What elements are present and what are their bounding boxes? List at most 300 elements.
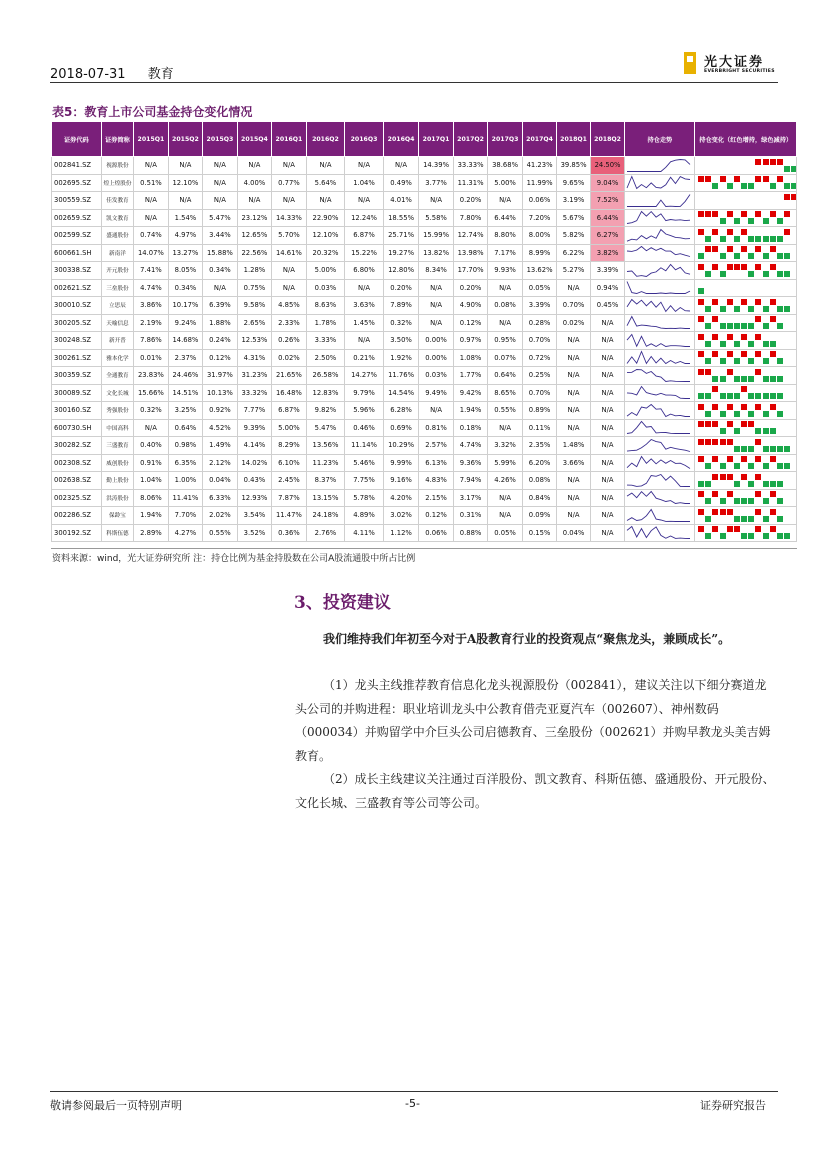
increase-marker: [727, 509, 733, 515]
decrease-marker: [763, 516, 769, 522]
trend-sparkline: [625, 298, 692, 313]
increase-marker: [791, 194, 796, 200]
empty-marker: [770, 386, 776, 392]
holding-change-cell: [695, 454, 797, 472]
holding-value-cell: 0.01%: [134, 349, 169, 367]
trend-sparkline-cell: [625, 349, 695, 367]
holding-value-cell: N/A: [419, 279, 454, 297]
decrease-marker: [763, 498, 769, 504]
holding-value-cell: 3.44%: [203, 227, 238, 245]
empty-marker: [755, 253, 761, 259]
decrease-marker: [734, 446, 740, 452]
holding-value-cell: 0.12%: [453, 314, 488, 332]
increase-marker: [770, 456, 776, 462]
increase-marker: [698, 334, 704, 340]
holding-change-cell: [695, 472, 797, 490]
empty-marker: [741, 166, 747, 172]
decrease-row: [697, 393, 796, 399]
empty-marker: [748, 474, 754, 480]
decrease-marker: [763, 253, 769, 259]
decrease-marker: [720, 236, 726, 242]
empty-marker: [748, 299, 754, 305]
holding-value-cell: 5.70%: [272, 227, 307, 245]
decrease-marker: [712, 183, 718, 189]
holding-value-cell: 8.99%: [522, 244, 557, 262]
empty-marker: [720, 456, 726, 462]
empty-marker: [748, 404, 754, 410]
change-indicator-strip: [695, 350, 796, 365]
table-row: [52, 472, 797, 490]
holding-value-cell: 14.02%: [237, 454, 272, 472]
holding-value-cell: 6.13%: [419, 454, 454, 472]
holding-value-cell: 10.17%: [168, 297, 203, 315]
decrease-marker: [720, 393, 726, 399]
decrease-marker: [720, 411, 726, 417]
section-title: 3、投资建议: [294, 593, 391, 613]
empty-marker: [727, 316, 733, 322]
decrease-marker: [763, 428, 769, 434]
holding-value-cell: 0.46%: [345, 419, 384, 437]
empty-marker: [770, 498, 776, 504]
increase-marker: [727, 229, 733, 235]
empty-marker: [755, 376, 761, 382]
empty-marker: [777, 194, 783, 200]
holding-value-cell: 0.32%: [134, 402, 169, 420]
holding-value-cell: 14.39%: [419, 157, 454, 175]
holding-value-cell: 1.45%: [345, 314, 384, 332]
holding-value-cell: 0.74%: [134, 227, 169, 245]
decrease-marker: [777, 533, 783, 539]
increase-marker: [741, 421, 747, 427]
empty-marker: [698, 386, 704, 392]
empty-marker: [777, 211, 783, 217]
empty-marker: [741, 159, 747, 165]
empty-marker: [720, 201, 726, 207]
change-indicator-strip: [695, 438, 796, 453]
decrease-marker: [720, 341, 726, 347]
empty-marker: [791, 533, 796, 539]
decrease-marker: [741, 516, 747, 522]
holding-value-cell: 12.10%: [306, 227, 345, 245]
increase-marker: [720, 439, 726, 445]
empty-marker: [763, 334, 769, 340]
decrease-marker: [734, 481, 740, 487]
decrease-marker: [734, 393, 740, 399]
empty-marker: [741, 526, 747, 532]
empty-marker: [791, 491, 796, 497]
security-code-cell: 300338.SZ: [52, 262, 102, 280]
empty-marker: [734, 439, 740, 445]
increase-row: [697, 439, 796, 445]
holding-value-cell: 12.24%: [345, 209, 384, 227]
empty-marker: [727, 386, 733, 392]
holding-value-cell: 0.20%: [453, 192, 488, 210]
increase-marker: [712, 491, 718, 497]
increase-marker: [755, 316, 761, 322]
holding-value-cell: N/A: [134, 209, 169, 227]
table-row: [52, 174, 797, 192]
empty-marker: [727, 253, 733, 259]
trend-sparkline-cell: [625, 507, 695, 525]
increase-marker: [712, 351, 718, 357]
holding-value-cell: N/A: [237, 157, 272, 175]
holding-value-cell: 0.77%: [272, 174, 307, 192]
decrease-marker: [741, 323, 747, 329]
empty-marker: [755, 498, 761, 504]
increase-row: [697, 211, 796, 217]
empty-marker: [705, 428, 711, 434]
empty-marker: [763, 194, 769, 200]
decrease-marker: [741, 183, 747, 189]
holding-value-cell: 8.65%: [488, 384, 523, 402]
empty-marker: [712, 481, 718, 487]
empty-marker: [777, 341, 783, 347]
empty-marker: [791, 229, 796, 235]
empty-marker: [712, 194, 718, 200]
security-code-cell: 300282.SZ: [52, 437, 102, 455]
change-indicator-strip: [695, 368, 796, 383]
empty-marker: [698, 218, 704, 224]
trend-sparkline: [625, 403, 692, 418]
holding-value-cell: 0.72%: [522, 349, 557, 367]
decrease-marker: [777, 376, 783, 382]
empty-marker: [727, 281, 733, 287]
holding-value-cell: 6.27%: [590, 227, 625, 245]
decrease-marker: [734, 341, 740, 347]
change-indicator-strip: [695, 158, 796, 173]
decrease-marker: [770, 428, 776, 434]
increase-marker: [712, 229, 718, 235]
holding-value-cell: 25.71%: [383, 227, 419, 245]
holding-value-cell: 3.39%: [590, 262, 625, 280]
empty-marker: [784, 246, 790, 252]
holding-value-cell: 2.65%: [237, 314, 272, 332]
holding-value-cell: 12.83%: [306, 384, 345, 402]
empty-marker: [705, 253, 711, 259]
increase-marker: [755, 369, 761, 375]
decrease-marker: [777, 411, 783, 417]
increase-row: [697, 526, 796, 532]
holding-value-cell: 0.84%: [522, 489, 557, 507]
holding-value-cell: 0.81%: [419, 419, 454, 437]
increase-marker: [741, 246, 747, 252]
increase-row: [697, 474, 796, 480]
empty-marker: [784, 176, 790, 182]
decrease-marker: [763, 323, 769, 329]
holding-value-cell: 1.94%: [134, 507, 169, 525]
holding-value-cell: 0.70%: [522, 332, 557, 350]
empty-marker: [777, 166, 783, 172]
decrease-marker: [734, 411, 740, 417]
holding-value-cell: 21.65%: [272, 367, 307, 385]
table-row: [52, 384, 797, 402]
decrease-marker: [705, 498, 711, 504]
empty-marker: [705, 386, 711, 392]
empty-marker: [748, 369, 754, 375]
increase-row: [697, 491, 796, 497]
column-header: 2016Q1: [272, 122, 307, 157]
holding-value-cell: 6.39%: [203, 297, 238, 315]
decrease-marker: [727, 183, 733, 189]
empty-marker: [712, 411, 718, 417]
increase-row: [697, 404, 796, 410]
change-indicator-strip: [695, 298, 796, 313]
increase-marker: [755, 351, 761, 357]
column-header: 2015Q2: [168, 122, 203, 157]
holding-value-cell: 12.93%: [237, 489, 272, 507]
holding-value-cell: 14.54%: [383, 384, 419, 402]
decrease-row: [697, 218, 796, 224]
holding-value-cell: N/A: [203, 192, 238, 210]
empty-marker: [763, 386, 769, 392]
increase-marker: [705, 369, 711, 375]
decrease-marker: [777, 498, 783, 504]
empty-marker: [784, 299, 790, 305]
empty-marker: [698, 306, 704, 312]
holding-value-cell: N/A: [134, 192, 169, 210]
holding-value-cell: 13.62%: [522, 262, 557, 280]
holding-value-cell: 11.14%: [345, 437, 384, 455]
decrease-marker: [755, 236, 761, 242]
decrease-marker: [720, 498, 726, 504]
security-code-cell: 002308.SZ: [52, 454, 102, 472]
empty-marker: [791, 253, 796, 259]
holding-value-cell: 4.26%: [488, 472, 523, 490]
empty-marker: [698, 376, 704, 382]
empty-marker: [784, 386, 790, 392]
holding-value-cell: N/A: [272, 262, 307, 280]
security-code-cell: 002638.SZ: [52, 472, 102, 490]
empty-marker: [755, 323, 761, 329]
logo-text-en: EVERBRIGHT SECURITIES: [704, 69, 775, 74]
security-code-cell: 002286.SZ: [52, 507, 102, 525]
holding-value-cell: 0.06%: [522, 192, 557, 210]
holding-value-cell: 0.31%: [453, 507, 488, 525]
decrease-row: [697, 463, 796, 469]
increase-marker: [727, 439, 733, 445]
empty-marker: [791, 474, 796, 480]
increase-marker: [705, 439, 711, 445]
empty-marker: [698, 446, 704, 452]
empty-marker: [705, 474, 711, 480]
empty-marker: [791, 351, 796, 357]
trend-sparkline: [625, 280, 692, 295]
logo-icon: [684, 52, 696, 74]
decrease-marker: [791, 183, 796, 189]
holding-value-cell: 14.51%: [168, 384, 203, 402]
empty-marker: [770, 533, 776, 539]
holding-value-cell: 5.47%: [306, 419, 345, 437]
change-indicator-strip: [695, 315, 796, 330]
holding-value-cell: N/A: [557, 489, 590, 507]
security-name-cell: 新南洋: [101, 244, 133, 262]
holding-value-cell: N/A: [345, 157, 384, 175]
holding-value-cell: 7.94%: [453, 472, 488, 490]
trend-sparkline-cell: [625, 174, 695, 192]
empty-marker: [734, 533, 740, 539]
decrease-row: [697, 253, 796, 259]
table-source-note: 资料来源：wind，光大证券研究所 注：持仓比例为基金持股数在公司A股流通股中所占比例: [52, 554, 416, 564]
empty-marker: [748, 229, 754, 235]
empty-marker: [791, 323, 796, 329]
decrease-row: [697, 498, 796, 504]
increase-marker: [727, 299, 733, 305]
empty-marker: [748, 509, 754, 515]
increase-marker: [770, 491, 776, 497]
decrease-marker: [770, 341, 776, 347]
empty-marker: [698, 411, 704, 417]
empty-marker: [720, 421, 726, 427]
empty-marker: [705, 299, 711, 305]
empty-marker: [755, 516, 761, 522]
increase-marker: [727, 491, 733, 497]
security-name-cell: 中国高科: [101, 419, 133, 437]
holding-value-cell: 1.28%: [237, 262, 272, 280]
holding-value-cell: 11.31%: [453, 174, 488, 192]
trend-sparkline-cell: [625, 419, 695, 437]
empty-marker: [755, 533, 761, 539]
holding-value-cell: 2.50%: [306, 349, 345, 367]
empty-marker: [791, 411, 796, 417]
security-code-cell: 300248.SZ: [52, 332, 102, 350]
increase-marker: [712, 316, 718, 322]
empty-marker: [791, 246, 796, 252]
holding-value-cell: 4.90%: [453, 297, 488, 315]
increase-row: [697, 421, 796, 427]
holding-value-cell: 0.12%: [419, 507, 454, 525]
empty-marker: [777, 491, 783, 497]
empty-marker: [777, 281, 783, 287]
empty-marker: [734, 288, 740, 294]
holding-value-cell: N/A: [557, 419, 590, 437]
holding-value-cell: 7.41%: [134, 262, 169, 280]
empty-marker: [741, 176, 747, 182]
empty-marker: [705, 351, 711, 357]
holding-value-cell: 14.33%: [272, 209, 307, 227]
holding-value-cell: N/A: [488, 489, 523, 507]
empty-marker: [734, 509, 740, 515]
holding-value-cell: N/A: [383, 157, 419, 175]
trend-line: [627, 404, 690, 416]
holding-value-cell: 19.27%: [383, 244, 419, 262]
holding-value-cell: N/A: [306, 157, 345, 175]
empty-marker: [755, 341, 761, 347]
holding-value-cell: 15.99%: [419, 227, 454, 245]
increase-marker: [698, 316, 704, 322]
increase-marker: [727, 474, 733, 480]
decrease-marker: [705, 271, 711, 277]
increase-row: [697, 264, 796, 270]
holding-value-cell: N/A: [590, 314, 625, 332]
change-indicator-strip: [695, 333, 796, 348]
increase-marker: [712, 526, 718, 532]
holding-value-cell: 2.12%: [203, 454, 238, 472]
increase-marker: [770, 351, 776, 357]
holding-change-cell: [695, 384, 797, 402]
security-code-cell: 002621.SZ: [52, 279, 102, 297]
increase-row: [697, 159, 796, 165]
empty-marker: [734, 491, 740, 497]
holding-value-cell: N/A: [590, 349, 625, 367]
empty-marker: [698, 474, 704, 480]
security-code-cell: 300089.SZ: [52, 384, 102, 402]
decrease-marker: [720, 533, 726, 539]
holding-value-cell: 0.11%: [522, 419, 557, 437]
empty-marker: [777, 183, 783, 189]
decrease-marker: [784, 463, 790, 469]
decrease-marker: [763, 411, 769, 417]
decrease-marker: [763, 376, 769, 382]
empty-marker: [791, 271, 796, 277]
decrease-marker: [705, 463, 711, 469]
security-name-cell: 勤上股份: [101, 472, 133, 490]
security-code-cell: 002841.SZ: [52, 157, 102, 175]
empty-marker: [698, 516, 704, 522]
holding-value-cell: 3.17%: [453, 489, 488, 507]
increase-marker: [770, 526, 776, 532]
holding-value-cell: 6.20%: [522, 454, 557, 472]
decrease-marker: [734, 218, 740, 224]
table-row: [52, 227, 797, 245]
change-indicator-strip: [695, 175, 796, 190]
empty-marker: [770, 201, 776, 207]
column-header: 持仓变化（红色增持，绿色减持）: [695, 122, 797, 157]
decrease-marker: [727, 393, 733, 399]
empty-marker: [763, 404, 769, 410]
decrease-row: [697, 236, 796, 242]
empty-marker: [755, 166, 761, 172]
holding-value-cell: 5.82%: [557, 227, 590, 245]
increase-marker: [755, 491, 761, 497]
trend-sparkline-cell: [625, 192, 695, 210]
holding-value-cell: 4.31%: [237, 349, 272, 367]
empty-marker: [734, 386, 740, 392]
security-name-cell: 新开普: [101, 332, 133, 350]
security-name-cell: 威创股份: [101, 454, 133, 472]
holding-value-cell: 24.46%: [168, 367, 203, 385]
holding-value-cell: N/A: [557, 472, 590, 490]
holding-value-cell: 23.83%: [134, 367, 169, 385]
trend-line: [627, 492, 690, 504]
trend-line: [627, 212, 690, 224]
holding-value-cell: N/A: [557, 349, 590, 367]
decrease-row: [697, 271, 796, 277]
empty-marker: [748, 334, 754, 340]
increase-marker: [698, 264, 704, 270]
empty-marker: [791, 236, 796, 242]
table-row: [52, 192, 797, 210]
increase-marker: [727, 421, 733, 427]
holding-value-cell: 4.14%: [237, 437, 272, 455]
empty-marker: [748, 491, 754, 497]
security-name-cell: 保龄宝: [101, 507, 133, 525]
empty-marker: [698, 271, 704, 277]
holding-value-cell: 1.78%: [306, 314, 345, 332]
empty-marker: [770, 369, 776, 375]
trend-line: [627, 282, 690, 294]
holding-value-cell: 0.07%: [488, 349, 523, 367]
trend-sparkline-cell: [625, 472, 695, 490]
holding-value-cell: N/A: [272, 192, 307, 210]
holding-value-cell: 6.22%: [557, 244, 590, 262]
holding-value-cell: N/A: [557, 402, 590, 420]
decrease-marker: [734, 358, 740, 364]
empty-marker: [720, 246, 726, 252]
decrease-marker: [720, 323, 726, 329]
empty-marker: [705, 491, 711, 497]
decrease-marker: [748, 446, 754, 452]
report-sector: 教育: [147, 67, 174, 82]
